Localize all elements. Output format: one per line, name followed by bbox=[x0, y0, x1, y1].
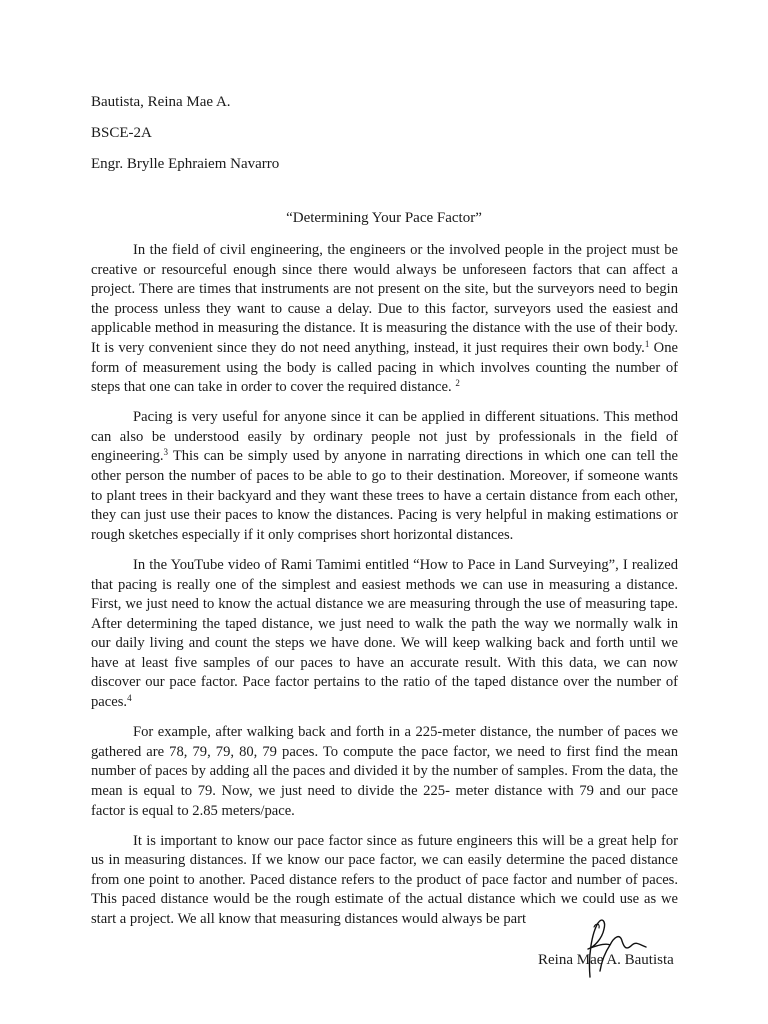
paragraph-5: It is important to know our pace factor since as future engineers this will be a great help for us in measuring distances. If we know our pace factor, we can easily determine the paced distance from one point to another. Paced distance refers to the product of pace factor and number of paces. This paced distance would be the rough estimate of the actual distance which we could use as we start a project. We all know that measuring distances would always be part bbox=[91, 832, 678, 927]
essay-body bbox=[91, 241, 678, 930]
author-name: Bautista, Reina Mae A. bbox=[91, 94, 231, 110]
paragraph-2 bbox=[91, 408, 678, 545]
footnote-marker-2: 2 bbox=[455, 378, 460, 389]
essay-title: “Determining Your Pace Factor” bbox=[286, 210, 482, 226]
footnote-marker-4: 4 bbox=[127, 693, 132, 704]
handwritten-signature bbox=[576, 915, 656, 985]
footnote-marker-3: 3 bbox=[163, 447, 169, 458]
footnote-marker-1: 1 bbox=[644, 338, 650, 349]
paragraph-3 bbox=[91, 556, 678, 713]
paragraph-2-text-a: Pacing is very useful for anyone since it can be applied in different situations. This method can also be understood easily by ordinary people not just by professionals in the field of engineering. bbox=[91, 409, 678, 465]
paragraph-3-text: In the YouTube video of Rami Tamimi entitled “How to Pace in Land Surveying”, I realized that pacing is really one of the simplest and easiest methods we can use in measuring a distance. First, we just need to know the actual distance we are measuring through the use of measuring tape. After determining the taped distance, we just need to walk the path the way we normally walk in our daily living and count the steps we have done. We will keep walking back and forth until we have at least five samples of our paces to have an accurate result. With this data, we can now discover our pace factor. Pace factor pertains to the ratio of the taped distance over the number of paces. bbox=[91, 556, 678, 711]
instructor-name: Engr. Brylle Ephraiem Navarro bbox=[91, 156, 280, 172]
paragraph-1 bbox=[91, 241, 678, 398]
paragraph-1-text-a: In the field of civil engineering, the engineers or the involved people in the project must be creative or resourceful enough since there would always be unforeseen factors that can affect a project. There are times that instruments are not present on the site, but the surveyors need to begin the process unless they want to cause a delay. Due to this factor, surveyors used the easiest and applicable method in measuring the distance. It is measuring the distance with the use of their body. It is very convenient since they do not need anything, instead, it just requires their own body. bbox=[91, 242, 678, 356]
paragraph-4: For example, after walking back and forth in a 225-meter distance, the number of paces we gathered are 78, 79, 79, 80, 79 paces. To compute the pace factor, we need to first find the mean number of paces by adding all the paces and divided it by the number of samples. From the data, the mean is equal to 79. Now, we just need to divide the 225- meter distance with 79 and our pace factor is equal to 2.85 meters/pace. bbox=[91, 724, 678, 819]
paragraph-2-text-b: This can be simply used by anyone in narrating directions in which one can tell the other person the number of paces to be able to go to their destination. Moreover, if someone wants to plant trees in their backyard and they want these trees to have a certain distance from each other, they can just use their paces to know the distances. Pacing is very helpful in making estimations or rough sketches especially if it only comprises short horizontal distances. bbox=[91, 448, 678, 543]
signature-name: Reina Mae A. Bautista bbox=[538, 952, 674, 968]
paragraph-1-text-b: One form of measurement using the body is called pacing in which involves counting the number of steps that one can take in order to cover the required distance. bbox=[91, 339, 678, 396]
course-section: BSCE-2A bbox=[91, 125, 152, 141]
